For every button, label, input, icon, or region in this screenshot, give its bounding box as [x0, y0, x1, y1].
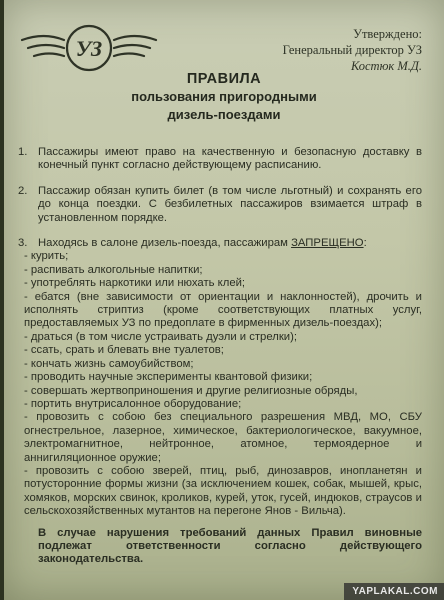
list-item: - ебатся (вне зависимости от ориентации и наклонностей), дрочить и исполнять стриптиз (кроме соответствующих платных услуг, предоставляемых УЗ по предоплате в фирменных дизель-поездах); — [24, 290, 422, 330]
rule-text: Пассажир обязан купить билет (в том числе льготный) и сохранять его до конца поездки. С безбилетных пассажиров взимается штраф в установленном порядке. — [38, 184, 422, 224]
title-main: ПРАВИЛА — [186, 71, 262, 87]
approval-block — [283, 26, 422, 74]
list-item: - совершать жертвоприношения и другие религиозные обряды, — [24, 384, 358, 397]
title-line-2: пользования пригородными — [131, 89, 317, 104]
list-item: - распивать алкогольные напитки; — [24, 263, 203, 276]
rule-text: Пассажиры имеют право на качественную и безопасную доставку в конечный пункт согласно действующему расписанию. — [38, 146, 422, 172]
director-position: Генеральный директор УЗ — [282, 43, 422, 57]
list-item: - ссать, срать и блевать вне туалетов; — [24, 344, 224, 357]
rule-number: 3. — [18, 237, 28, 250]
title-line-3: дизель-поездами — [167, 107, 281, 122]
watermark: YAPLAKAL.COM — [344, 583, 444, 600]
list-item: - курить; — [24, 250, 69, 263]
uz-logo-icon — [14, 18, 164, 78]
svg-text:УЗ: УЗ — [75, 36, 103, 61]
list-item: - употреблять наркотики или нюхать клей; — [24, 277, 246, 290]
forbidden-word: ЗАПРЕЩЕНО — [291, 237, 364, 250]
document-title — [4, 70, 444, 124]
footer-note: В случае нарушения требований данных Правил виновные подлежат ответственности согласно действующего законодательства. — [38, 526, 422, 566]
notice-sheet — [4, 0, 444, 600]
list-item: - проводить научные эксперименты квантовой физики; — [24, 371, 313, 384]
list-item: - драться (в том числе устраивать дуэли и стрелки); — [24, 330, 297, 343]
rule-1 — [18, 146, 422, 173]
approval-label: Утверждено: — [353, 27, 422, 41]
list-item: - кончать жизнь самоубийством; — [24, 357, 194, 370]
rule-3 — [18, 237, 422, 250]
list-item: - провозить с собою без специального разрешения МВД, МО, СБУ огнестрельное, лазерное, химическое, бактериологическое, вакуумное, электромагнитное, нейтронное, атомное, термоядерное и аннигиляционное оружие; — [24, 411, 422, 464]
rule-2 — [18, 185, 422, 225]
list-item: - провозить с собою зверей, птиц, рыб, динозавров, инопланетян и потусторонние формы жизни (за исключением кошек, собак, мышей, крыс, хомяков, морских свинок, кроликов, курей, уток, гусей, индюков, страусов и сельскохозяйственных мутантов на перегоне Янов - Вильча). — [24, 464, 422, 518]
rule-3-intro: Находясь в салоне дизель-поезда, пассажирам — [38, 237, 292, 250]
list-item: - портить внутрисалонное оборудование; — [24, 397, 242, 410]
rule-number: 1. — [18, 146, 28, 158]
rule-number: 2. — [18, 184, 28, 197]
rule-3-colon: : — [363, 237, 367, 250]
rules-body — [18, 146, 422, 567]
director-name: Костюк М.Д. — [350, 59, 422, 73]
rule-text — [38, 237, 422, 250]
